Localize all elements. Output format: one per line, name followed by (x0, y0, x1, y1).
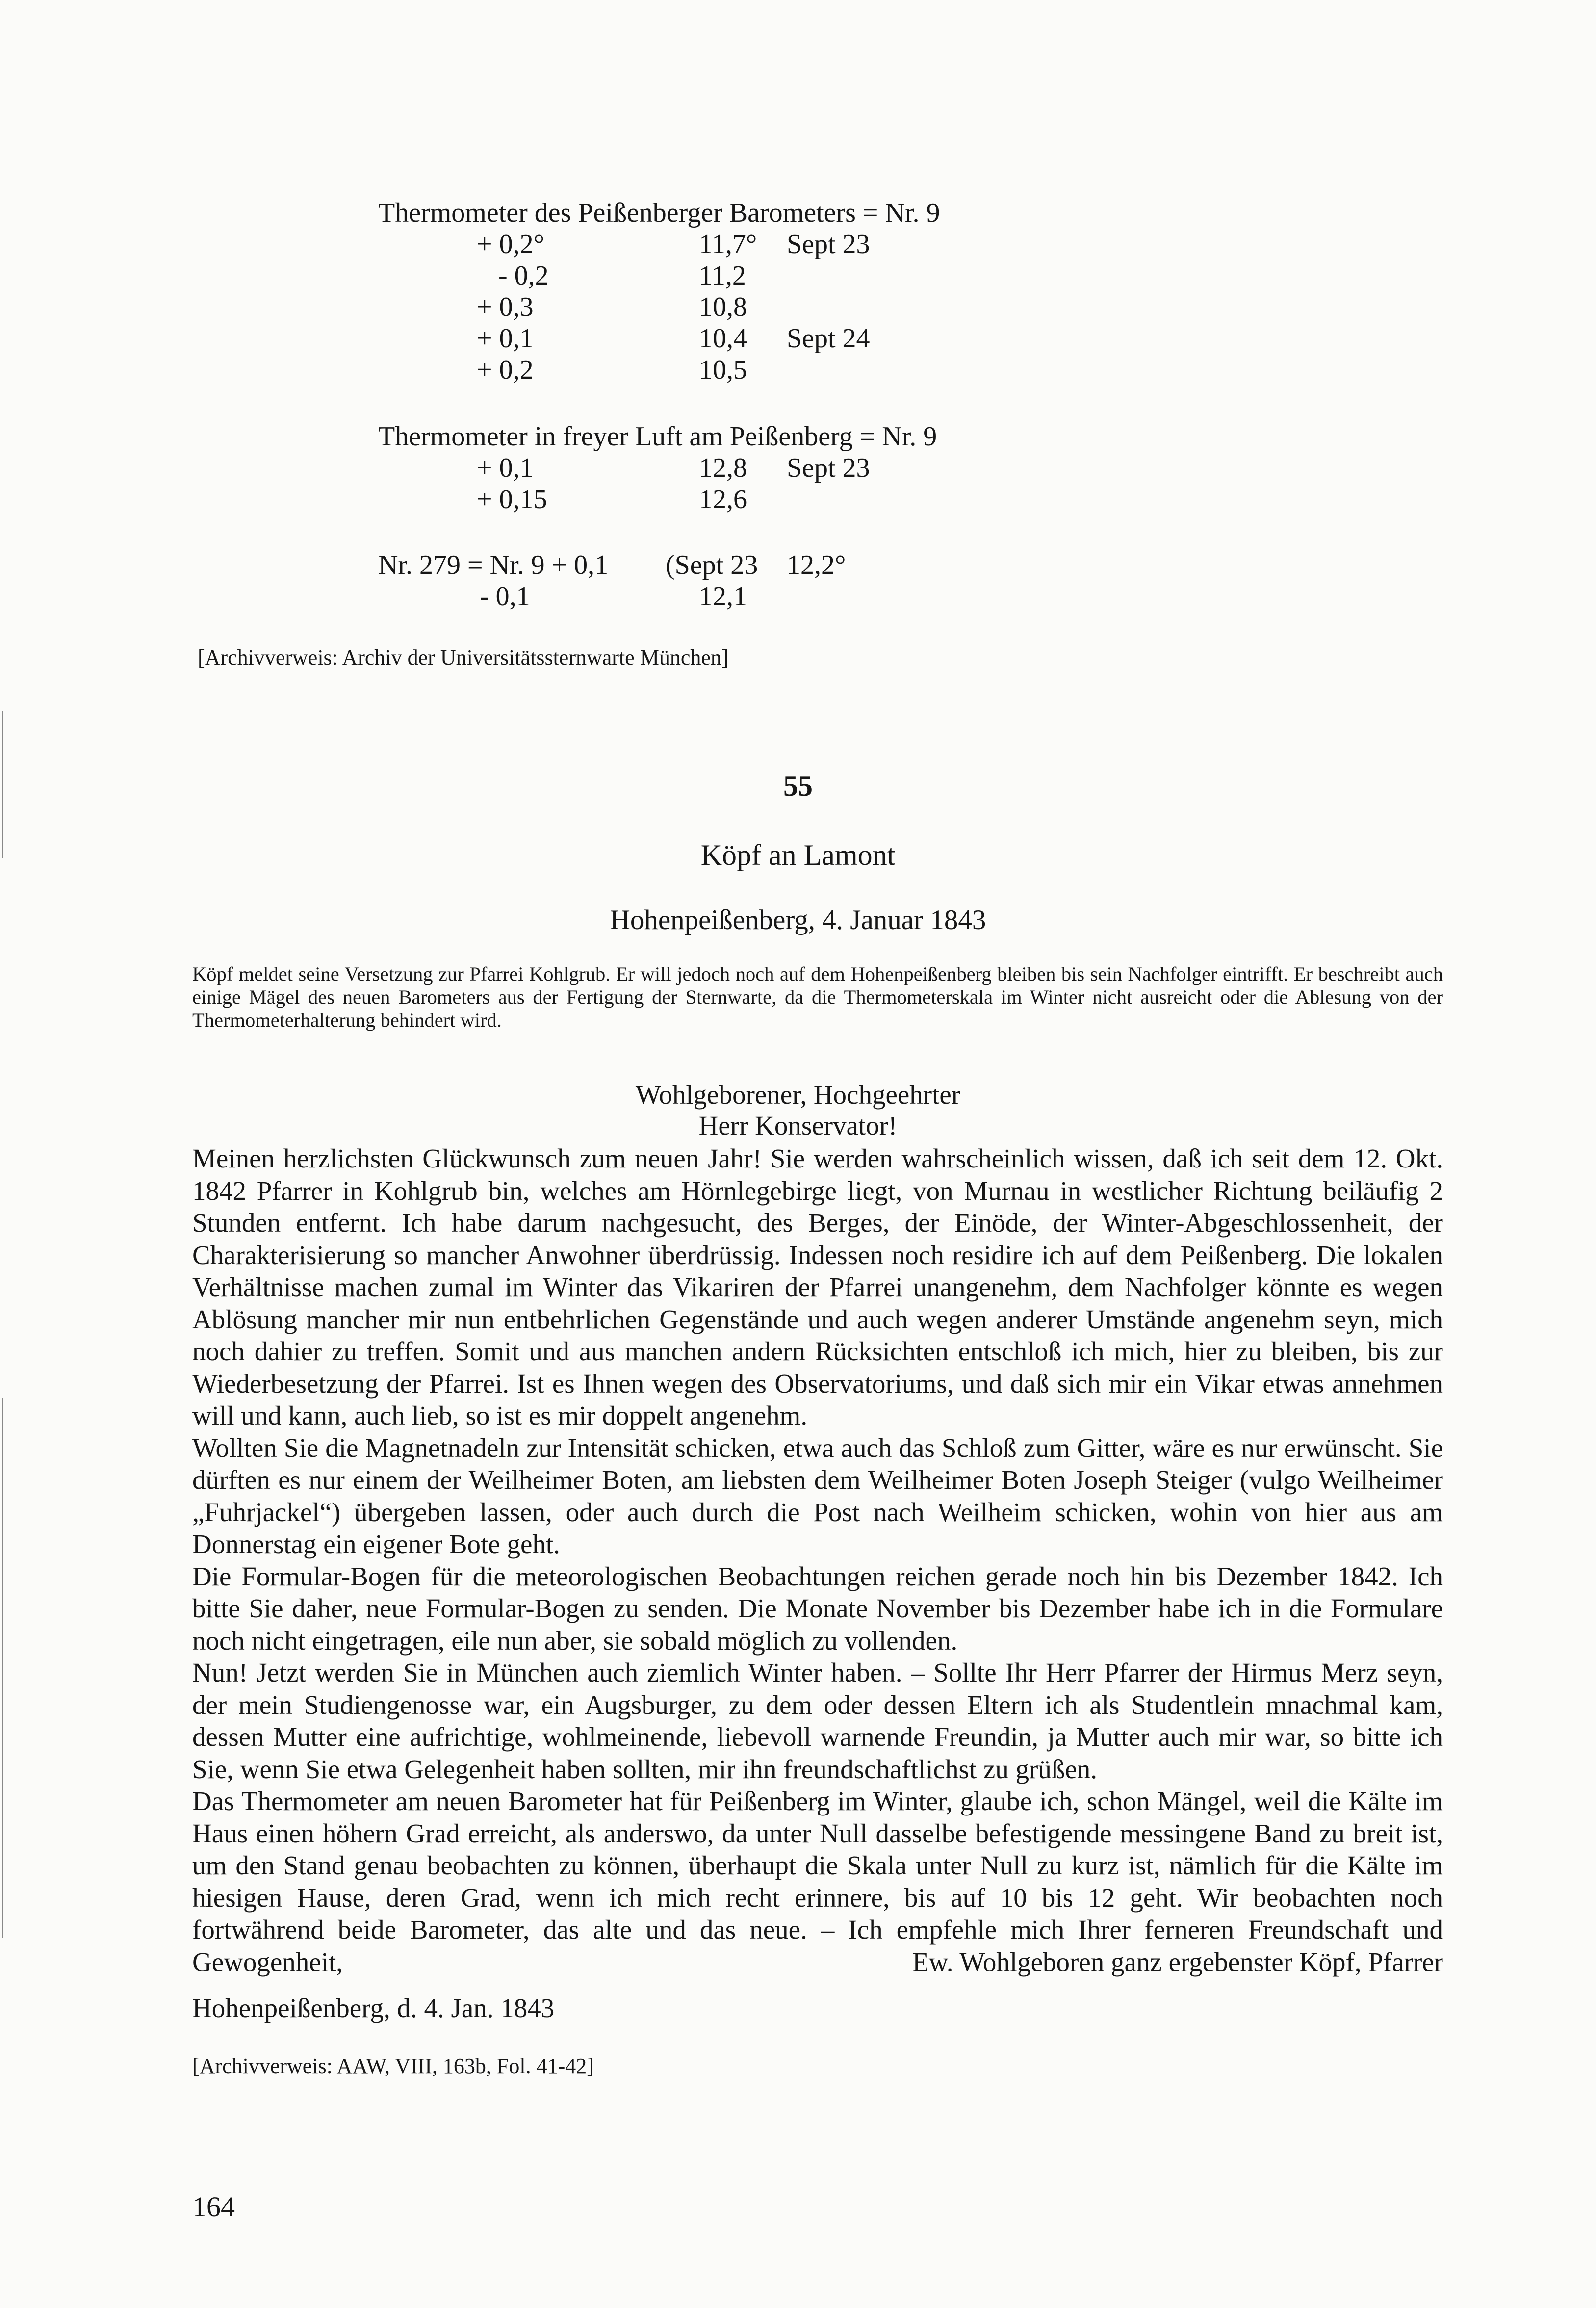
date-cell: Sept 23 (787, 453, 870, 483)
therm-air-heading: Thermometer in freyer Luft am Peißenberg = Nr. 9 (378, 421, 937, 452)
diff-cell: + 0,2 (477, 355, 534, 385)
archive-reference: [Archivverweis: Archiv der Universitätssternwarte München] (198, 646, 729, 670)
diff-cell: + 0,15 (477, 484, 547, 515)
diff-cell: + 0,1 (477, 323, 534, 354)
temp-cell: 11,7° (699, 229, 757, 259)
temp-cell: 12,6 (699, 484, 747, 515)
letter-paragraph: Das Thermometer am neuen Barometer hat für Peißenberg im Winter, glaube ich, schon Mängel, weil die Kälte im Haus einen höhern Grad erreicht, als anderswo, da unter Null dasselbe befestigende messingene Band zu breit ist, um den Stand genau beobachten zu können, überhaupt die Skala unter Null zu kurz ist, nämlich für die Kälte im hiesigen Hause, deren Grad, wenn ich mich recht erinnere, bis auf 10 bis 12 geht. Wir beobachten noch fortwährend beide Barometer, das alte und das neue. – Ich empfehle mich Ihrer ferneren Freundschaft und Gewogenheit, (192, 1786, 1443, 1977)
diff-cell: - 0,2 (498, 260, 549, 291)
nr279-value: 12,2° (787, 550, 846, 580)
letter-summary: Köpf meldet seine Versetzung zur Pfarrei Kohlgrub. Er will jedoch noch auf dem Hohenpeißenberg bleiben bis sein Nachfolger eintrifft. Er beschreibt auch einige Mägel des neuen Barometers aus der Fertigung der Sternwarte, da die Thermometerskala im Winter nicht ausreicht oder die Ablesung von der Thermometerhalterung behindert wird. (192, 963, 1443, 1031)
scan-edge-line (2, 1398, 3, 1938)
salutation-line-2: Herr Konservator! (698, 1111, 898, 1141)
letter-title: Köpf an Lamont (700, 839, 896, 871)
letter-closing: Ew. Wohlgeboren ganz ergebenster Köpf, Pfarrer (912, 1947, 1443, 1977)
temp-cell: 12,8 (699, 453, 747, 483)
therm-barometer-heading: Thermometer des Peißenberger Barometers = Nr. 9 (378, 198, 940, 228)
date-cell: Sept 23 (787, 229, 870, 259)
temp-cell: 10,4 (699, 323, 747, 354)
letter-paragraph: Meinen herzlichsten Glückwunsch zum neuen Jahr! Sie werden wahrscheinlich wissen, daß ich seit dem 12. Okt. 1842 Pfarrer in Kohlgrub bin, welches am Hörnlegebirge liegt, von Murnau in westlicher Richtung beiläufig 2 Stunden entfernt. Ich habe darum nachgesucht, des Berges, der Einöde, der Winter-Abgeschlossenheit, der Charakterisierung so mancher Anwohner überdrüssig. Indessen noch residire ich auf dem Peißenberg. Die lokalen Verhältnisse machen zumal im Winter das Vikariren der Pfarrei unangenehm, dem Nachfolger könnte es wegen Ablösung mancher mir nun entbehrlichen Gegenstände und auch wegen anderer Umstände angenehm seyn, mich noch dahier zu treffen. Somit und aus manchen andern Rücksichten entschloß ich mich, hier zu bleiben, bis zur Wiederbesetzung der Pfarrei. Ist es Ihnen wegen des Observatoriums, und daß sich mir ein Vikar etwas annehmen will und kann, auch lieb, so ist es mir doppelt angenehm. (192, 1143, 1443, 1430)
diff-cell: + 0,1 (477, 453, 534, 483)
letter-archive-reference: [Archivverweis: AAW, VIII, 163b, Fol. 41-42] (192, 2054, 594, 2078)
date-cell: Sept 24 (787, 323, 870, 354)
diff-cell: + 0,3 (477, 292, 534, 322)
nr279-row2-temp: 12,1 (699, 581, 747, 612)
temp-cell: 10,8 (699, 292, 747, 322)
letter-paragraph: Die Formular-Bogen für die meteorologischen Beobachtungen reichen gerade noch hin bis Dezember 1842. Ich bitte Sie daher, neue Formular-Bogen zu senden. Die Monate November bis Dezember habe ich in die Formulare noch nicht eingetragen, eile nun aber, sie sobald möglich zu vollenden. (192, 1561, 1443, 1656)
letter-date-line: Hohenpeißenberg, d. 4. Jan. 1843 (192, 1993, 555, 2023)
page-number: 164 (192, 2191, 235, 2223)
letter-number: 55 (783, 770, 813, 802)
letter-place-date: Hohenpeißenberg, 4. Januar 1843 (610, 905, 986, 935)
diff-cell: + 0,2° (477, 229, 544, 259)
temp-cell: 11,2 (699, 260, 746, 291)
temp-cell: 10,5 (699, 355, 747, 385)
letter-paragraph: Wollten Sie die Magnetnadeln zur Intensität schicken, etwa auch das Schloß zum Gitter, wäre es nur erwünscht. Sie dürften es nur einem der Weilheimer Boten, am liebsten dem Weilheimer Boten Joseph Steiger (vulgo Weilheimer „Fuhrjackel“) übergeben lassen, oder auch durch die Post nach Weilheim schicken, wohin von hier aus am Donnerstag ein eigener Bote geht. (192, 1432, 1443, 1559)
nr279-label: Nr. 279 = Nr. 9 + 0,1 (378, 550, 609, 580)
letter-paragraph: Nun! Jetzt werden Sie in München auch ziemlich Winter haben. – Sollte Ihr Herr Pfarrer der Hirmus Merz seyn, der mein Studiengenosse war, ein Augsburger, zu dem oder dessen Eltern ich als Studentlein mnachmal kam, dessen Mutter eine aufrichtige, wohlmeinende, liebevoll warnende Freundin, ja Mutter auch mir war, so bitte ich Sie, wenn Sie etwa Gelegenheit haben sollten, mir ihn freundschaftlichst zu grüßen. (192, 1658, 1443, 1784)
nr279-date: (Sept 23 (666, 550, 758, 580)
nr279-row2-diff: - 0,1 (480, 581, 530, 612)
letter-body (192, 1142, 1443, 1978)
salutation-line-1: Wohlgeborener, Hochgeehrter (635, 1080, 961, 1110)
